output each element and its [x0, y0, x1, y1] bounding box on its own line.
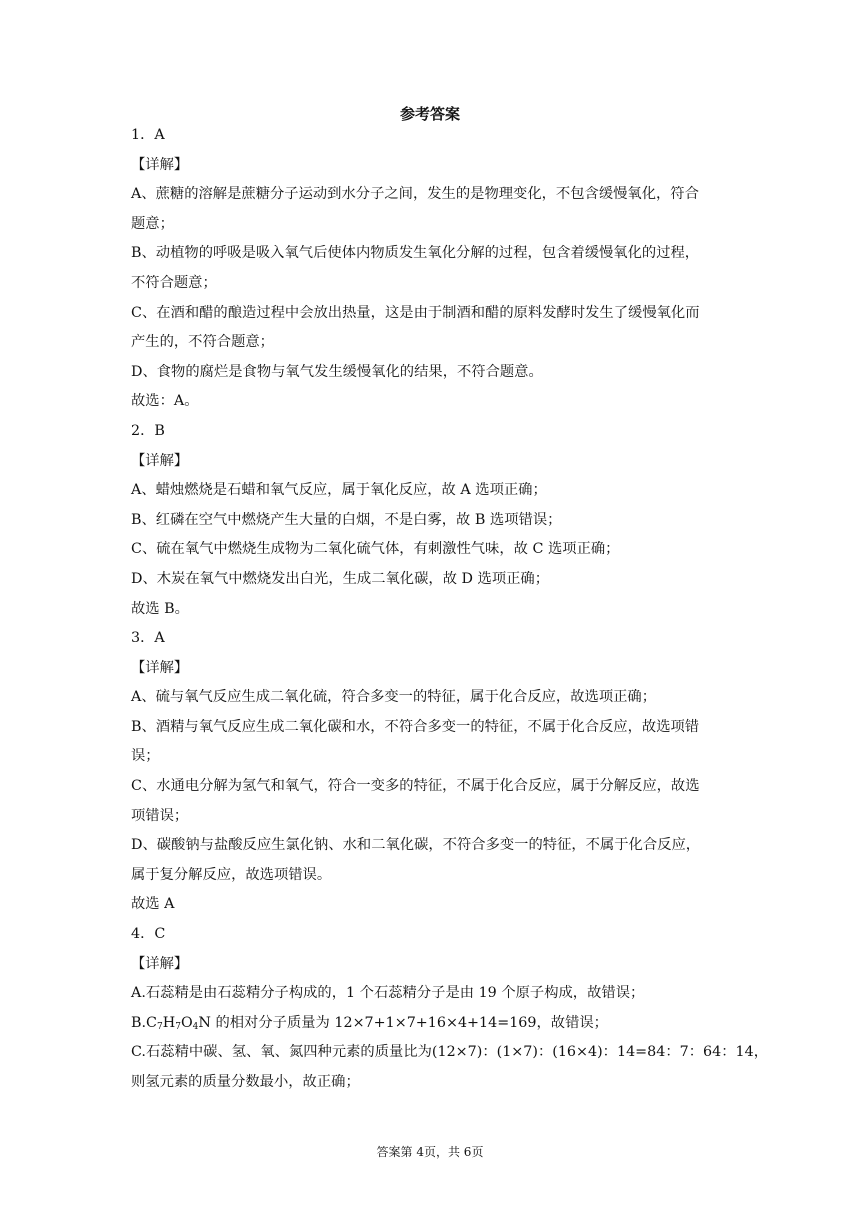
text-line: A、蜡烛燃烧是石蜡和氧气反应，属于氧化反应，故 A 选项正确；: [131, 482, 547, 499]
formula-line: [131, 1009, 733, 1039]
text-line: 1．A: [131, 127, 165, 143]
text-line: C、在酒和醋的酿造过程中会放出热量，这是由于制酒和醋的原料发酵时发生了缓慢氧化而: [131, 304, 700, 321]
text-line: A、硫与氧气反应生成二氧化硫，符合多变一的特征，属于化合反应，故选项正确；: [131, 689, 657, 706]
formula-text: H: [162, 1014, 176, 1031]
text-line: 属于复分解反应，故选项错误。: [131, 866, 332, 883]
formula-text: B.C: [131, 1014, 157, 1031]
page-footer: 答案第 4页，共 6页: [376, 1145, 484, 1159]
text-line: D、食物的腐烂是食物与氧气发生缓慢氧化的结果，不符合题意。: [131, 363, 543, 380]
text-line: 则氢元素的质量分数最小，故正确；: [131, 1074, 360, 1090]
formula-subscript: 4: [192, 1021, 199, 1032]
text-line: 误；: [131, 748, 160, 765]
text-line: B、动植物的呼吸是吸入氧气后使体内物质发生氧化分解的过程，包含着缓慢氧化的过程，: [131, 245, 700, 262]
text-line: 2．B: [131, 422, 165, 439]
text-line: 【详解】: [131, 156, 189, 173]
answer-lines-tail: [131, 1038, 769, 1097]
text-line: D、碳酸钠与盐酸反应生氯化钠、水和二氧化碳，不符合多变一的特征，不属于化合反应，: [131, 837, 701, 854]
text-line: 故选 B。: [131, 600, 189, 617]
text-line: 产生的，不符合题意；: [131, 334, 274, 351]
formula-text: O: [180, 1014, 193, 1031]
text-line: B、红磷在空气中燃烧产生大量的白烟，不是白雾，故 B 选项错误；: [131, 511, 562, 528]
text-line: 【详解】: [131, 955, 189, 972]
text-line: B、酒精与氧气反应生成二氧化碳和水，不符合多变一的特征，不属于化合反应，故选项错: [131, 718, 700, 735]
answer-lines: [131, 121, 733, 1009]
text-line: C、硫在氧气中燃烧生成物为二氧化硫气体，有刺激性气味，故 C 选项正确；: [131, 541, 620, 558]
text-line: C、水通电分解为氢气和氧气，符合一变多的特征，不属于化合反应，属于分解反应，故选: [131, 778, 700, 795]
text-line: A.石蕊精是由石蕊精分子构成的，1 个石蕊精分子是由 19 个原子构成，故错误；: [131, 985, 645, 1002]
text-line: 不符合题意；: [131, 274, 217, 291]
page-title: 参考答案: [399, 105, 460, 123]
text-line: C.石蕊精中碳、氢、氧、氮四种元素的质量比为(12×7)：(1×7)：(16×4)：14=84：7：64：14，: [131, 1044, 769, 1061]
text-line: A、蔗糖的溶解是蔗糖分子运动到水分子之间，发生的是物理变化，不包含缓慢氧化，符合: [131, 186, 699, 203]
text-line: 【详解】: [131, 452, 189, 469]
text-line: 故选：A。: [131, 393, 199, 410]
formula-subscript: 7: [175, 1021, 181, 1032]
text-line: 3．A: [131, 630, 165, 647]
text-line: D、木炭在氧气中燃烧发出白光，生成二氧化碳，故 D 选项正确；: [131, 570, 550, 587]
answer-content: [131, 121, 769, 1098]
text-line: 题意；: [131, 215, 174, 232]
formula-subscript: 7: [157, 1021, 163, 1032]
text-line: 【详解】: [131, 659, 189, 676]
text-line: 故选 A: [131, 896, 175, 913]
formula-text: N 的相对分子质量为 12×7+1×7+16×4+14=169，故错误；: [198, 1014, 608, 1031]
text-line: 4．C: [131, 926, 166, 943]
text-line: 项错误；: [131, 807, 189, 824]
